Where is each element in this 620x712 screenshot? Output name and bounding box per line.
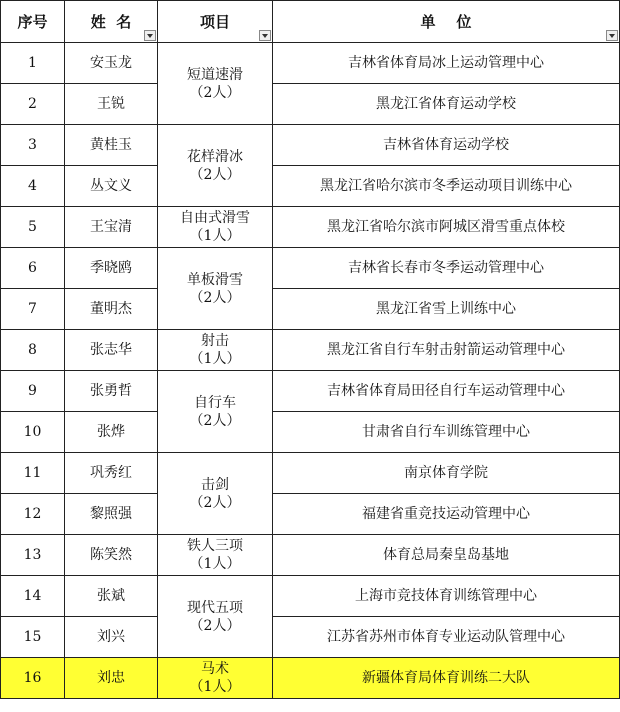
header-name-label: 姓 名 <box>90 12 132 31</box>
unit-cell: 吉林省体育局冰上运动管理中心 <box>273 43 620 84</box>
table-row <box>1 84 620 125</box>
name-cell: 安玉龙 <box>65 43 158 84</box>
seq-cell: 4 <box>1 166 65 207</box>
project-cell: 现代五项 （2人） <box>158 576 273 658</box>
unit-cell: 上海市竞技体育训练管理中心 <box>273 576 620 617</box>
header-name <box>65 1 158 43</box>
seq-cell: 5 <box>1 207 65 248</box>
unit-cell: 江苏省苏州市体育专业运动队管理中心 <box>273 617 620 658</box>
table-row <box>1 248 620 289</box>
name-cell: 刘忠 <box>65 658 158 699</box>
filter-dropdown-icon[interactable] <box>259 30 271 41</box>
table-row <box>1 371 620 412</box>
project-cell: 自由式滑雪 （1人） <box>158 207 273 248</box>
filter-dropdown-icon[interactable] <box>144 30 156 41</box>
seq-cell: 2 <box>1 84 65 125</box>
name-cell: 巩秀红 <box>65 453 158 494</box>
unit-cell: 新疆体育局体育训练二大队 <box>273 658 620 699</box>
seq-cell: 10 <box>1 412 65 453</box>
table-row <box>1 535 620 576</box>
name-cell: 张志华 <box>65 330 158 371</box>
project-cell: 自行车 （2人） <box>158 371 273 453</box>
unit-cell: 黑龙江省哈尔滨市阿城区滑雪重点体校 <box>273 207 620 248</box>
header-project <box>158 1 273 43</box>
name-cell: 陈笑然 <box>65 535 158 576</box>
seq-cell: 15 <box>1 617 65 658</box>
unit-cell: 甘肃省自行车训练管理中心 <box>273 412 620 453</box>
name-cell: 董明杰 <box>65 289 158 330</box>
table-row <box>1 43 620 84</box>
header-seq <box>1 1 65 43</box>
seq-cell: 14 <box>1 576 65 617</box>
name-cell: 王宝清 <box>65 207 158 248</box>
name-cell: 丛文义 <box>65 166 158 207</box>
seq-cell: 7 <box>1 289 65 330</box>
name-cell: 张烨 <box>65 412 158 453</box>
project-cell: 花样滑冰 （2人） <box>158 125 273 207</box>
unit-cell: 黑龙江省自行车射击射箭运动管理中心 <box>273 330 620 371</box>
unit-cell: 黑龙江省哈尔滨市冬季运动项目训练中心 <box>273 166 620 207</box>
project-cell: 击剑 （2人） <box>158 453 273 535</box>
table-row <box>1 125 620 166</box>
seq-cell: 3 <box>1 125 65 166</box>
unit-cell: 黑龙江省雪上训练中心 <box>273 289 620 330</box>
table-row <box>1 330 620 371</box>
header-row <box>1 1 620 43</box>
seq-cell: 12 <box>1 494 65 535</box>
project-cell: 短道速滑 （2人） <box>158 43 273 125</box>
header-project-label: 项目 <box>199 12 230 31</box>
unit-cell: 福建省重竞技运动管理中心 <box>273 494 620 535</box>
project-cell: 射击 （1人） <box>158 330 273 371</box>
seq-cell: 8 <box>1 330 65 371</box>
seq-cell: 13 <box>1 535 65 576</box>
name-cell: 季晓鸥 <box>65 248 158 289</box>
unit-cell: 黑龙江省体育运动学校 <box>273 84 620 125</box>
header-unit <box>273 1 620 43</box>
table-row <box>1 207 620 248</box>
filter-dropdown-icon[interactable] <box>606 30 618 41</box>
name-cell: 黎照强 <box>65 494 158 535</box>
table-row <box>1 617 620 658</box>
seq-cell: 1 <box>1 43 65 84</box>
table-row-highlighted <box>1 658 620 699</box>
table-row <box>1 494 620 535</box>
unit-cell: 吉林省体育运动学校 <box>273 125 620 166</box>
unit-cell: 吉林省体育局田径自行车运动管理中心 <box>273 371 620 412</box>
name-cell: 刘兴 <box>65 617 158 658</box>
project-cell: 铁人三项 （1人） <box>158 535 273 576</box>
header-seq-label: 序号 <box>17 12 48 31</box>
table-row <box>1 166 620 207</box>
header-unit-label: 单 位 <box>420 12 472 31</box>
seq-cell: 16 <box>1 658 65 699</box>
table-row <box>1 576 620 617</box>
name-cell: 张斌 <box>65 576 158 617</box>
table-row <box>1 453 620 494</box>
unit-cell: 吉林省长春市冬季运动管理中心 <box>273 248 620 289</box>
table-row <box>1 289 620 330</box>
unit-cell: 南京体育学院 <box>273 453 620 494</box>
seq-cell: 11 <box>1 453 65 494</box>
name-cell: 黄桂玉 <box>65 125 158 166</box>
name-cell: 王锐 <box>65 84 158 125</box>
project-cell: 单板滑雪 （2人） <box>158 248 273 330</box>
name-cell: 张勇哲 <box>65 371 158 412</box>
project-cell: 马术 （1人） <box>158 658 273 699</box>
table-row <box>1 412 620 453</box>
unit-cell: 体育总局秦皇岛基地 <box>273 535 620 576</box>
seq-cell: 6 <box>1 248 65 289</box>
seq-cell: 9 <box>1 371 65 412</box>
